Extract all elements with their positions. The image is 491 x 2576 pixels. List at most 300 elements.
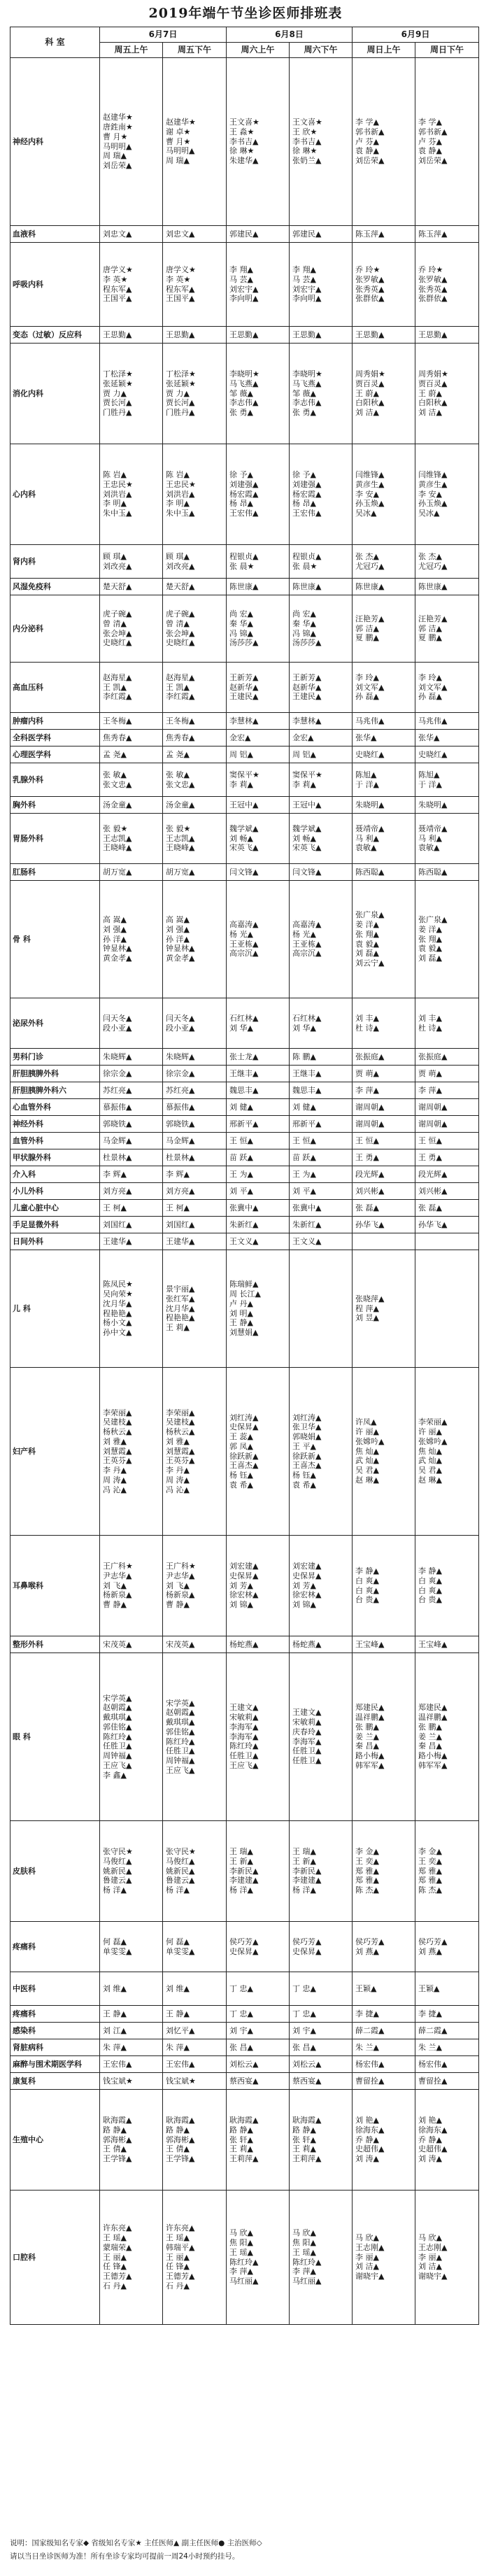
schedule-cell	[100, 1233, 163, 1250]
doctor-entry: 马 芸▲	[229, 274, 253, 284]
schedule-cell	[353, 327, 415, 344]
doctor-entry: 张 磊▲	[418, 1203, 442, 1212]
doctor-entry: 许 丽▲	[355, 1427, 379, 1437]
doctor-entry: 王 瑶▲	[166, 2233, 190, 2243]
doctor-entry: 张守民★	[166, 1847, 196, 1857]
doctor-entry: 陈西聪▲	[355, 867, 385, 877]
table-row	[10, 2056, 479, 2073]
doctor-entry: 景宇丽▲	[166, 1285, 195, 1294]
doctor-entry: 刘 健▲	[229, 1102, 253, 1112]
doctor-entry: 王冠中▲	[229, 800, 259, 809]
doctor-entry: 任胜卫▲	[292, 1756, 322, 1765]
dept-name: 疼痛科	[10, 1922, 100, 1972]
doctor-entry: 刘 飞▲	[166, 1580, 190, 1590]
schedule-cell	[163, 344, 227, 444]
doctor-entry: 尚 宏▲	[229, 609, 253, 618]
doctor-entry: 刘 健▲	[292, 1102, 316, 1112]
doctor-entry: 孟 尧▲	[166, 749, 190, 759]
doctor-entry: 王新芳▲	[292, 672, 322, 682]
doctor-entry: 陈旭▲	[418, 770, 440, 779]
doctor-entry: 周 铝▲	[229, 749, 253, 759]
schedule-cell	[415, 713, 479, 730]
doctor-entry: 马 利▲	[355, 833, 379, 843]
doctor-entry: 李 萍▲	[229, 2267, 253, 2277]
doctor-entry: 马兆伟▲	[355, 716, 385, 726]
doctor-entry: 李慧林▲	[292, 716, 322, 726]
doctor-entry: 张 杰▲	[418, 551, 442, 561]
doctor-entry: 杨 昂▲	[229, 499, 253, 509]
doctor-entry: 李 学▲	[418, 118, 442, 127]
doctor-entry: 程银贞▲	[229, 551, 259, 561]
schedule-cell	[100, 2191, 163, 2325]
doctor-entry: 刘慧娟▲	[229, 1328, 259, 1337]
doctor-entry: 任胜卫▲	[292, 1746, 322, 1756]
schedule-cell	[100, 746, 163, 763]
schedule-cell	[290, 545, 353, 579]
doctor-entry: 刘 丰▲	[355, 1013, 379, 1023]
doctor-entry: 史保昇▲	[229, 1946, 259, 1956]
dept-name: 生殖中心	[10, 2090, 100, 2191]
schedule-cell	[290, 243, 353, 327]
table-row	[10, 1922, 479, 1972]
table-row	[10, 327, 479, 344]
dept-name: 小儿外科	[10, 1183, 100, 1200]
doctor-entry: 王学锋▲	[103, 2154, 132, 2164]
dept-name: 心内科	[10, 444, 100, 545]
table-row	[10, 763, 479, 797]
doctor-entry: 贾 萌▲	[418, 1068, 442, 1078]
doctor-entry: 于 洋▲	[355, 779, 379, 789]
doctor-entry: 苗 跃▲	[229, 1152, 253, 1162]
doctor-entry: 聂靖帝▲	[418, 823, 448, 833]
schedule-cell	[163, 58, 227, 226]
doctor-entry: 耿海霞▲	[229, 2116, 259, 2125]
doctor-entry: 王冬梅▲	[103, 716, 132, 726]
schedule-cell	[163, 1066, 227, 1082]
doctor-entry: 周钟福▲	[166, 1756, 195, 1765]
doctor-entry: 王宏伟▲	[292, 509, 322, 518]
page-title: 2019年端午节坐诊医师排班表	[148, 6, 343, 21]
doctor-entry: 赵建华★	[103, 113, 133, 122]
doctor-entry: 宋茂英▲	[103, 1639, 132, 1649]
schedule-cell	[100, 1922, 163, 1972]
doctor-entry: 汪艳芳▲	[418, 614, 448, 623]
doctor-entry: 周 铝▲	[292, 749, 316, 759]
dept-name: 神经外科	[10, 1116, 100, 1133]
schedule-cell	[100, 1250, 163, 1368]
doctor-entry: 刘 平▲	[292, 1186, 316, 1196]
doctor-entry: 程 萍▲	[355, 1303, 379, 1313]
doctor-entry: 郑 雅▲	[418, 1866, 442, 1876]
doctor-entry: 周 瑞▲	[166, 156, 190, 166]
doctor-entry: 程艳艳▲	[166, 1313, 195, 1323]
doctor-entry: 刘云宁▲	[355, 958, 385, 968]
doctor-entry: 程东军▲	[166, 284, 195, 294]
doctor-entry: 马红丽▲	[229, 2277, 259, 2286]
doctor-entry: 徐 予▲	[292, 470, 316, 480]
doctor-entry: 王文义▲	[229, 1236, 259, 1246]
slot-header-3: 周六下午	[290, 43, 353, 58]
schedule-cell	[227, 881, 290, 998]
doctor-entry: 王 蔚▲	[355, 388, 379, 398]
doctor-entry: 秦 华▲	[229, 618, 253, 628]
schedule-cell	[415, 1922, 479, 1972]
doctor-entry: 李 捷▲	[418, 2009, 442, 2018]
doctor-entry: 刘兴彬▲	[418, 1186, 448, 1196]
doctor-entry: 刘 洁▲	[418, 408, 442, 418]
schedule-cell	[100, 1200, 163, 1217]
schedule-cell	[163, 814, 227, 864]
doctor-entry: 刘方亮▲	[166, 1186, 195, 1196]
doctor-entry: 段小亚▲	[103, 1023, 132, 1033]
schedule-cell	[100, 2039, 163, 2056]
doctor-entry: 王忠民★	[166, 479, 196, 489]
doctor-entry: 张奶兰▲	[292, 156, 322, 166]
doctor-entry: 徐 琳★	[292, 146, 318, 156]
doctor-entry: 白 爽▲	[418, 1576, 442, 1585]
doctor-entry: 王 勇▲	[418, 1152, 442, 1162]
doctor-entry: 王文喜★	[292, 118, 322, 127]
doctor-entry: 刘宏建▲	[229, 1562, 259, 1571]
dept-name: 内分泌科	[10, 595, 100, 663]
doctor-entry: 邢新平▲	[229, 1119, 259, 1128]
doctor-entry: 张广泉▲	[418, 915, 448, 925]
doctor-entry: 马 欣▲	[229, 2228, 253, 2238]
schedule-cell	[100, 444, 163, 545]
doctor-entry: 王 恒▲	[229, 1135, 253, 1145]
doctor-entry: 焦 阳▲	[292, 2238, 316, 2247]
doctor-entry: 李新民▲	[229, 1866, 259, 1876]
schedule-cell	[227, 1536, 290, 1636]
schedule-cell	[227, 1250, 290, 1368]
schedule-cell	[290, 2191, 353, 2325]
doctor-entry: 郑 雅▲	[355, 1876, 379, 1885]
doctor-entry: 宋英飞▲	[229, 843, 259, 853]
schedule-cell	[227, 2039, 290, 2056]
doctor-entry: 刘慧霞▲	[103, 1446, 132, 1456]
doctor-entry: 张 翔▲	[418, 934, 442, 944]
table-row	[10, 1368, 479, 1536]
schedule-cell	[353, 1653, 415, 1821]
doctor-entry: 刘 宇▲	[292, 2025, 316, 2035]
schedule-cell	[227, 595, 290, 663]
doctor-entry: 李 安▲	[418, 489, 442, 499]
schedule-cell	[353, 998, 415, 1049]
table-row	[10, 1082, 479, 1099]
doctor-entry: 张 鹏▲	[355, 1722, 379, 1732]
doctor-entry: 张延颖★	[103, 378, 133, 388]
doctor-entry: 刘慧霞▲	[166, 1446, 195, 1456]
doctor-entry: 白阳秋▲	[355, 398, 385, 408]
dept-name: 口腔科	[10, 2191, 100, 2325]
schedule-cell	[163, 1049, 227, 1066]
doctor-entry: 王颖▲	[355, 1983, 377, 1993]
doctor-entry: 王 为▲	[229, 1169, 253, 1179]
doctor-entry: 王新芳▲	[229, 672, 259, 682]
doctor-entry: 陈红玲▲	[103, 1732, 132, 1741]
doctor-entry: 刘 华▲	[292, 1023, 316, 1033]
doctor-entry: 段光辉▲	[418, 1169, 448, 1179]
schedule-cell	[163, 1099, 227, 1116]
doctor-entry: 张罗敏▲	[355, 274, 385, 284]
doctor-entry: 张守民★	[103, 1847, 133, 1857]
doctor-entry: 王宏伟▲	[103, 2059, 132, 2069]
doctor-entry: 顾 琪▲	[103, 551, 127, 561]
doctor-entry: 王建华▲	[166, 1236, 195, 1246]
doctor-entry: 徐宏林▲	[292, 1590, 322, 1600]
doctor-entry: 黄彦生▲	[418, 479, 448, 489]
doctor-entry: 刘 洁▲	[418, 2262, 442, 2272]
doctor-entry: 韩军军▲	[418, 1760, 448, 1770]
table-row	[10, 730, 479, 746]
schedule-cell	[163, 1368, 227, 1536]
doctor-entry: 王莉萍▲	[292, 2154, 322, 2164]
doctor-entry: 刘兴彬▲	[355, 1186, 385, 1196]
doctor-entry: 徐 予▲	[229, 470, 253, 480]
doctor-entry: 王冬梅▲	[166, 716, 195, 726]
table-row	[10, 1049, 479, 1066]
schedule-cell	[415, 1149, 479, 1166]
doctor-entry: 朱中玉▲	[103, 509, 132, 518]
schedule-cell	[163, 2023, 227, 2039]
doctor-entry: 王志凯▲	[166, 833, 195, 843]
schedule-cell	[415, 1536, 479, 1636]
doctor-entry: 孙 洋▲	[103, 934, 127, 944]
table-row	[10, 998, 479, 1049]
schedule-cell	[100, 595, 163, 663]
schedule-cell	[100, 327, 163, 344]
schedule-cell	[100, 797, 163, 814]
dept-name: 儿 科	[10, 1250, 100, 1368]
doctor-entry: 杨 光▲	[229, 929, 253, 939]
doctor-entry: 张秀英▲	[418, 284, 448, 294]
dept-name: 疼痛科	[10, 2006, 100, 2023]
doctor-entry: 刘 飞▲	[103, 1580, 127, 1590]
doctor-entry: 郭晓铁▲	[166, 1119, 195, 1128]
doctor-entry: 马 欣▲	[418, 2233, 442, 2243]
doctor-entry: 窦保平★	[292, 770, 322, 779]
schedule-cell	[415, 226, 479, 243]
doctor-entry: 李 明▲	[166, 499, 190, 509]
doctor-entry: 邹 薇▲	[229, 388, 253, 398]
schedule-cell	[163, 1183, 227, 1200]
schedule-cell	[415, 1217, 479, 1233]
legend-line-1: 说明：国家级知名专家◆ 省级知名专家★ 主任医师▲ 副主任医师● 主治医师◇	[10, 2539, 262, 2547]
doctor-entry: 王应飞▲	[166, 1765, 195, 1775]
doctor-entry: 王冠中▲	[292, 800, 322, 809]
doctor-entry: 夏 鹏▲	[355, 633, 379, 643]
schedule-cell	[290, 1536, 353, 1636]
doctor-entry: 王晓峰▲	[103, 843, 132, 853]
doctor-entry: 李 金▲	[355, 1847, 379, 1857]
schedule-cell	[290, 1233, 353, 1250]
schedule-cell	[415, 444, 479, 545]
doctor-entry: 刘 锦▲	[229, 1600, 253, 1610]
doctor-entry: 袁 静▲	[355, 146, 379, 156]
doctor-entry: 秦 昌▲	[418, 1741, 442, 1751]
schedule-cell	[163, 998, 227, 1049]
doctor-entry: 杜景林▲	[103, 1152, 132, 1162]
schedule-cell	[100, 1972, 163, 2006]
doctor-entry: 袁 毅▲	[418, 944, 442, 954]
schedule-cell	[353, 344, 415, 444]
schedule-cell	[290, 1116, 353, 1133]
doctor-entry: 李 萍▲	[292, 2267, 316, 2277]
doctor-entry: 虎子碗▲	[103, 609, 132, 618]
doctor-entry: 姜 兰▲	[418, 1732, 442, 1741]
doctor-entry: 曹 静▲	[166, 1600, 190, 1610]
doctor-entry: 张秀英▲	[355, 284, 385, 294]
doctor-entry: 贾长河▲	[103, 398, 132, 408]
doctor-entry: 马俊红▲	[103, 1856, 132, 1866]
schedule-cell	[227, 444, 290, 545]
dept-name: 妇产科	[10, 1368, 100, 1536]
doctor-entry: 黄彦生▲	[355, 479, 385, 489]
doctor-entry: 鲁建云▲	[103, 1876, 132, 1885]
dept-name: 胸外科	[10, 797, 100, 814]
schedule-cell	[100, 344, 163, 444]
schedule-cell	[227, 763, 290, 797]
doctor-entry: 张卫华▲	[292, 1422, 322, 1432]
schedule-cell	[415, 1133, 479, 1149]
doctor-entry: 张文忠▲	[103, 779, 132, 789]
doctor-entry: 杨宏霞▲	[229, 489, 259, 499]
schedule-cell	[100, 998, 163, 1049]
doctor-entry: 孙华飞▲	[355, 1219, 385, 1229]
schedule-cell	[290, 1250, 353, 1368]
doctor-entry: 高嘉涛▲	[292, 920, 322, 929]
doctor-entry: 路小梅▲	[418, 1751, 448, 1761]
doctor-entry: 陈世康▲	[229, 581, 259, 591]
doctor-entry: 石红林▲	[292, 1013, 322, 1023]
doctor-entry: 杨 洋▲	[166, 1885, 190, 1895]
doctor-entry: 路 静▲	[166, 2125, 190, 2135]
doctor-entry: 高宗沉▲	[229, 949, 259, 958]
doctor-entry: 赵建华★	[166, 118, 196, 127]
doctor-entry: 刘洪岩▲	[103, 489, 132, 499]
table-row	[10, 243, 479, 327]
doctor-entry: 李 明▲	[103, 499, 127, 509]
doctor-entry: 马 欣▲	[292, 2228, 316, 2238]
schedule-cell	[290, 797, 353, 814]
doctor-entry: 王国平▲	[166, 294, 195, 304]
doctor-entry: 刘松云▲	[229, 2059, 259, 2069]
table-row	[10, 1166, 479, 1183]
schedule-cell	[415, 1183, 479, 1200]
doctor-entry: 魏思丰▲	[229, 1085, 259, 1095]
doctor-entry: 陈世康▲	[355, 581, 385, 591]
doctor-entry: 郭佳铭▲	[166, 1727, 195, 1736]
schedule-cell	[100, 1217, 163, 1233]
schedule-cell	[227, 797, 290, 814]
doctor-entry: 刘方亮▲	[103, 1186, 132, 1196]
doctor-entry: 孙 磊▲	[418, 692, 442, 702]
doctor-entry: 乔 静▲	[418, 2135, 442, 2144]
doctor-entry: 王建民▲	[229, 692, 259, 702]
schedule-cell	[163, 2090, 227, 2191]
schedule-cell	[163, 730, 227, 746]
doctor-entry: 许 丽▲	[418, 1427, 442, 1437]
table-row	[10, 226, 479, 243]
schedule-cell	[163, 1149, 227, 1166]
doctor-entry: 王 欣★	[292, 127, 318, 136]
doctor-entry: 宋学英▲	[103, 1693, 132, 1703]
doctor-entry: 路 静▲	[292, 2125, 316, 2135]
doctor-entry: 刘宏宇▲	[229, 284, 259, 294]
doctor-entry: 刘岳荣▲	[418, 156, 448, 166]
doctor-entry: 李 萍▲	[418, 1085, 442, 1095]
doctor-entry: 刘文军▲	[418, 682, 448, 692]
doctor-entry: 赵新华▲	[229, 682, 259, 692]
schedule-cell	[353, 1536, 415, 1636]
doctor-entry: 李慧林▲	[229, 716, 259, 726]
doctor-entry: 刘国红▲	[103, 1219, 132, 1229]
doctor-entry: 张 翔▲	[355, 929, 379, 939]
doctor-entry: 史保昇▲	[229, 1571, 259, 1580]
doctor-entry: 孙中文▲	[103, 1328, 132, 1337]
schedule-cell	[100, 730, 163, 746]
doctor-entry: 魏思丰▲	[292, 1085, 322, 1095]
doctor-entry: 张华▲	[418, 733, 440, 742]
schedule-cell	[415, 1166, 479, 1183]
doctor-entry: 汤莎莎▲	[292, 638, 322, 648]
table-row	[10, 1133, 479, 1149]
doctor-entry: 赵 琳▲	[418, 1475, 442, 1485]
dept-name: 介入科	[10, 1166, 100, 1183]
doctor-entry: 刘 明▲	[229, 1308, 253, 1318]
doctor-entry: 王 恒▲	[418, 1135, 442, 1145]
schedule-cell	[100, 2056, 163, 2073]
schedule-cell	[353, 2023, 415, 2039]
doctor-entry: 杨小文▲	[103, 1318, 132, 1328]
doctor-entry: 金宏▲	[292, 733, 314, 742]
doctor-entry: 王 倩▲	[103, 2144, 127, 2154]
doctor-entry: 刘 维▲	[166, 1983, 190, 1993]
schedule-cell	[353, 444, 415, 545]
doctor-entry: 姜 兰▲	[355, 1732, 379, 1741]
schedule-cell	[100, 1082, 163, 1099]
doctor-entry: 杨新泉▲	[103, 1590, 132, 1600]
doctor-entry: 袁敏▲	[418, 843, 440, 853]
doctor-entry: 李 莉▲	[229, 779, 253, 789]
doctor-entry: 闫天冬▲	[103, 1013, 132, 1023]
schedule-cell	[415, 1653, 479, 1821]
schedule-cell	[353, 2056, 415, 2073]
schedule-cell	[415, 1233, 479, 1250]
doctor-entry: 黄金孝▲	[166, 954, 195, 963]
doctor-entry: 宋英飞▲	[292, 843, 322, 853]
doctor-entry: 赵 琳▲	[355, 1475, 379, 1485]
doctor-entry: 张晓萍▲	[355, 1294, 385, 1303]
schedule-cell	[227, 2006, 290, 2023]
schedule-cell	[353, 1066, 415, 1082]
doctor-entry: 郭建民▲	[292, 229, 322, 239]
doctor-entry: 任胜卫▲	[229, 1751, 259, 1761]
doctor-entry: 李 捷▲	[355, 2009, 379, 2018]
doctor-entry: 王建民▲	[292, 692, 322, 702]
doctor-entry: 刘宏宇▲	[292, 284, 322, 294]
schedule-cell	[290, 1972, 353, 2006]
schedule-cell	[415, 1972, 479, 2006]
schedule-cell	[227, 746, 290, 763]
schedule-cell	[353, 226, 415, 243]
schedule-cell	[163, 1536, 227, 1636]
doctor-entry: 刘 强▲	[103, 924, 127, 934]
table-row	[10, 444, 479, 545]
doctor-entry: 王继丰▲	[229, 1068, 259, 1078]
doctor-entry: 钱宝斌★	[166, 2076, 196, 2086]
doctor-entry: 顾 琪▲	[166, 551, 190, 561]
